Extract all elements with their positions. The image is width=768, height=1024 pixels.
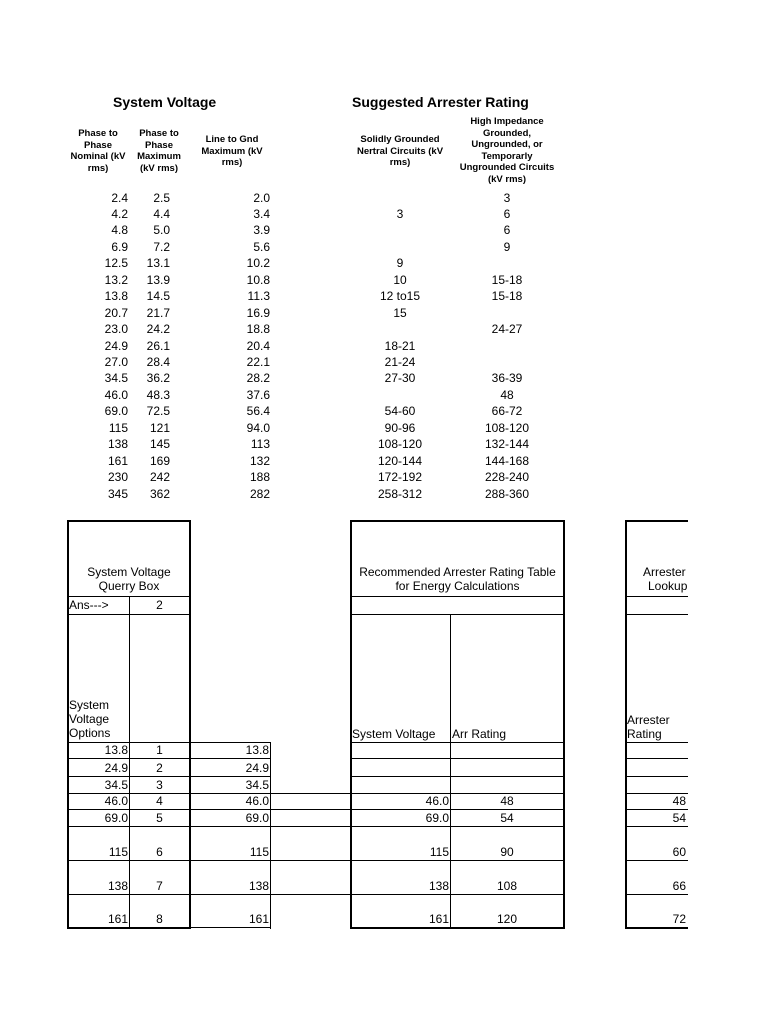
row-separator [190,927,271,928]
voltage-cell-hi [452,338,562,354]
query-box-line [67,614,190,615]
option-cell-v2: 13.8 [245,743,269,757]
row-separator [190,809,271,810]
voltage-cell-hi: 48 [500,387,514,402]
option-cell-ar [451,743,563,758]
option-cell-v: 13.8 [104,743,128,757]
option-cell-v: 46.0 [104,794,128,808]
voltage-cell-lg: 22.1 [246,355,270,369]
voltage-cell-hi: 288-360 [484,486,530,501]
voltage-cell-lg: 3.4 [253,206,270,221]
voltage-cell-max: 121 [149,420,170,435]
row-separator [625,894,688,895]
option-cell-lk: 54 [672,811,686,825]
voltage-cell-max: 7.2 [153,239,170,254]
voltage-cell-nom: 46.0 [104,387,128,402]
header-l2g-max: Line to Gnd Maximum (kV rms) [201,134,263,168]
voltage-cell-hi: 15-18 [491,272,523,287]
voltage-cell-lg: 16.9 [246,305,270,320]
voltage-cell-nom: 2.4 [111,190,128,205]
voltage-cell-max: 13.9 [146,272,170,287]
voltage-cell-lg: 282 [249,486,270,501]
voltage-cell-lg: 37.6 [246,387,270,402]
voltage-cell-lg: 18.8 [246,322,270,337]
voltage-cell-max: 21.7 [146,305,170,320]
voltage-cell-solid [350,239,450,255]
ans-label: Ans---> [69,598,109,612]
voltage-cell-nom: 24.9 [104,338,128,353]
row-separator [190,860,271,861]
option-cell-v2: 115 [249,845,269,859]
row-separator [625,776,688,777]
voltage-cell-solid: 18-21 [384,338,416,353]
voltage-cell-max: 242 [149,470,170,485]
option-cell-v2: 24.9 [245,761,269,775]
row-separator [350,809,565,810]
voltage-cell-nom: 115 [108,420,128,435]
option-cell-ar [451,778,563,793]
voltage-cell-lg: 10.8 [246,272,270,287]
lookup-table-top-border [625,520,688,522]
option-cell-lk: 72 [672,912,686,926]
rec-table-line [350,614,565,615]
voltage-cell-hi: 3 [503,190,511,205]
voltage-cell-nom: 13.8 [104,289,128,304]
voltage-cell-lg: 3.9 [253,223,270,238]
voltage-cell-hi: 6 [503,223,511,238]
voltage-cell-lg: 28.2 [246,371,270,386]
arrester-rating-title: Suggested Arrester Rating [352,94,529,110]
option-cell-sv [352,778,449,793]
row-separator [67,894,190,895]
voltage-cell-lg: 113 [250,437,270,452]
voltage-cell-hi: 6 [503,206,511,221]
voltage-cell-solid: 9 [396,256,404,271]
option-cell-ar: 108 [496,879,518,893]
option-cell-sv: 161 [428,912,449,926]
option-cell-i: 3 [156,778,163,792]
row-separator [270,793,350,794]
option-cell-lk: 66 [672,879,686,893]
voltage-cell-solid: 15 [393,305,407,320]
voltage-cell-solid: 10 [393,272,407,287]
voltage-cell-solid: 27-30 [384,371,416,386]
system-voltage-title: System Voltage [113,94,217,110]
option-cell-i: 6 [156,845,163,859]
option-cell-ar [451,761,563,776]
voltage-cell-nom: 6.9 [111,239,128,254]
voltage-cell-lg: 56.4 [246,404,270,419]
voltage-cell-hi: 9 [503,239,511,254]
row-separator [67,860,190,861]
option-cell-v2: 46.0 [245,794,269,808]
option-cell-ar: 54 [500,811,514,825]
voltage-cell-solid [350,387,450,403]
voltage-cell-hi: 132-144 [484,437,530,452]
voltage-cell-nom: 27.0 [104,355,128,369]
row-separator [350,826,565,827]
row-separator [625,826,688,827]
query-box-right-border [189,520,191,929]
voltage-cell-max: 145 [149,437,170,452]
row-separator [67,776,190,777]
voltage-cell-nom: 34.5 [104,371,128,386]
option-cell-sv: 138 [428,879,449,893]
header-p2p-nominal: Phase to Phase Nominal (kV rms) [70,128,126,174]
voltage-cell-nom: 20.7 [104,305,128,320]
voltage-cell-lg: 132 [249,453,270,468]
voltage-cell-lg: 94.0 [246,420,270,435]
voltage-cell-solid [350,222,450,238]
query-box-bottom-border [67,927,190,929]
voltage-cell-solid: 172-192 [377,470,423,485]
voltage-cell-nom: 12.5 [104,256,128,271]
rec-table-line [350,596,565,597]
option-cell-sv [352,743,449,758]
voltage-cell-nom: 230 [107,470,128,485]
voltage-cell-nom: 13.2 [104,272,128,287]
option-cell-v: 161 [107,912,128,926]
lookup-table-line [625,596,688,597]
option-cell-v: 69.0 [104,811,128,825]
option-cell-v: 138 [107,879,128,893]
row-separator [67,758,190,759]
row-separator [350,860,565,861]
voltage-cell-max: 2.5 [153,190,170,205]
header-high-impedance: High Impedance Grounded, Ungrounded, or Temporarly Ungrounded Circuits (kV rms) [459,116,555,185]
voltage-cell-solid: 21-24 [384,355,416,369]
voltage-cell-solid: 54-60 [384,404,416,419]
option-cell-lk: 60 [672,845,686,859]
option-cell-v2: 161 [248,912,269,926]
voltage-copy-column-border [270,742,271,929]
rec-table-bottom-border [350,927,565,929]
voltage-cell-nom: 161 [107,453,128,468]
voltage-cell-hi: 36-39 [491,371,523,386]
lookup-table-line [625,614,688,615]
rec-table-top-border [350,520,565,522]
voltage-cell-solid [350,190,450,206]
option-cell-lk: 48 [672,794,686,808]
voltage-cell-solid: 3 [396,206,404,221]
voltage-cell-hi: 66-72 [491,404,523,419]
voltage-cell-nom: 345 [107,486,128,501]
row-separator [350,776,565,777]
header-p2p-max: Phase to Phase Maximum (kV rms) [137,128,181,174]
voltage-cell-max: 5.0 [153,223,170,238]
query-box-top-border [67,520,190,522]
voltage-cell-max: 24.2 [146,322,170,337]
query-box-title: System Voltage Querry Box [87,565,171,593]
option-cell-v: 34.5 [104,778,128,792]
row-separator [270,894,350,895]
option-cell-i: 1 [156,743,163,757]
voltage-cell-hi: 108-120 [484,420,530,435]
header-solid-grounded: Solidly Grounded Nertral Circuits (kV rms) [356,134,444,168]
voltage-cell-solid: 108-120 [377,437,423,452]
voltage-cell-lg: 2.0 [253,190,270,205]
voltage-cell-nom: 4.2 [111,206,128,221]
row-separator [625,860,688,861]
query-box-line [67,596,190,597]
voltage-cell-max: 13.1 [146,256,170,271]
lookup-col-arrester-rating: Arrester Rating [627,713,670,741]
voltage-cell-nom: 4.8 [111,223,128,238]
option-cell-i: 5 [156,811,163,825]
rec-col-arr-rating: Arr Rating [452,727,507,741]
option-cell-v2: 138 [248,879,269,893]
option-cell-ar: 120 [496,912,518,926]
voltage-cell-max: 36.2 [146,371,170,386]
voltage-cell-lg: 188 [249,470,270,485]
option-cell-lk [627,778,686,793]
option-cell-v2: 69.0 [245,811,269,825]
option-cell-lk [627,761,686,776]
option-cell-i: 8 [156,912,163,926]
row-separator [190,894,271,895]
option-cell-v: 24.9 [104,761,128,775]
voltage-cell-nom: 23.0 [104,322,128,337]
rec-table-title: Recommended Arrester Rating Table for Energy Calculations [359,565,556,593]
lookup-title-2: Lookup [648,579,688,593]
voltage-cell-max: 26.1 [146,338,170,353]
voltage-cell-hi: 24-27 [491,322,523,337]
row-separator [270,809,350,810]
option-cell-i: 7 [156,879,163,893]
page-crop-mask [688,500,768,960]
option-cell-sv: 115 [429,845,449,859]
rec-col-system-voltage: System Voltage [352,727,436,741]
voltage-cell-solid [350,321,450,337]
option-cell-v2: 34.5 [245,778,269,792]
voltage-cell-solid: 258-312 [377,486,423,501]
voltage-cell-max: 14.5 [146,289,170,304]
option-cell-i: 4 [156,794,163,808]
voltage-cell-max: 362 [149,486,170,501]
voltage-cell-max: 48.3 [146,387,170,402]
voltage-cell-hi [452,255,562,271]
lookup-table-bottom-border [625,927,688,929]
voltage-cell-hi [452,354,562,370]
system-voltage-options-label: System Voltage Options [69,698,111,740]
voltage-cell-max: 169 [149,453,170,468]
voltage-cell-hi: 228-240 [484,470,530,485]
voltage-cell-max: 28.4 [146,355,170,369]
row-separator [67,826,190,827]
row-separator [350,894,565,895]
voltage-cell-hi: 144-168 [484,453,530,468]
ans-value[interactable]: 2 [156,598,163,612]
row-separator [270,860,350,861]
voltage-cell-hi: 15-18 [491,289,523,304]
voltage-cell-nom: 138 [107,437,128,452]
option-cell-sv [352,761,449,776]
voltage-cell-lg: 5.6 [253,239,270,254]
row-separator [625,809,688,810]
option-cell-ar: 90 [500,845,514,859]
voltage-cell-solid: 90-96 [384,420,416,435]
option-cell-lk [627,743,686,758]
voltage-cell-solid: 120-144 [377,453,423,468]
row-separator [190,776,271,777]
voltage-cell-max: 72.5 [146,404,170,419]
row-separator [67,809,190,810]
voltage-cell-lg: 10.2 [246,256,270,271]
row-separator [625,758,688,759]
lookup-title-1: Arrester [643,565,686,579]
voltage-cell-lg: 11.3 [247,289,270,304]
row-separator [190,826,271,827]
voltage-cell-solid: 12 to15 [379,289,421,304]
option-cell-sv: 69.0 [425,811,449,825]
option-cell-sv: 46.0 [425,794,449,808]
rec-table-right-border [563,520,565,929]
voltage-cell-nom: 69.0 [104,404,128,419]
voltage-cell-lg: 20.4 [246,338,270,353]
row-separator [190,758,271,759]
option-cell-v: 115 [108,845,128,859]
voltage-cell-hi [452,305,562,321]
option-cell-ar: 48 [500,794,514,808]
voltage-cell-max: 4.4 [153,206,170,221]
row-separator [350,758,565,759]
option-cell-i: 2 [156,761,163,775]
row-separator [270,826,350,827]
